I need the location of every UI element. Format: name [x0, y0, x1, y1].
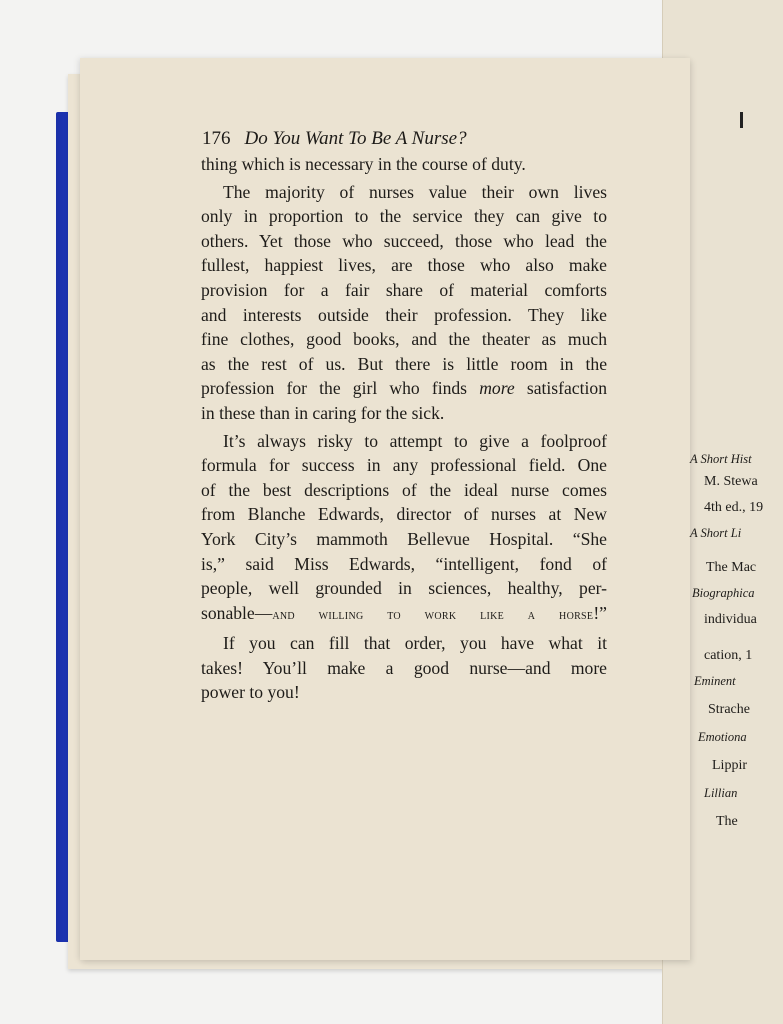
facing-fragment: Biographica: [692, 586, 755, 600]
emphasis: more: [479, 378, 515, 399]
text-line: of the best descriptions of the ideal nurse comes: [201, 479, 607, 500]
text-line: The majority of nurses value their own lives: [223, 181, 607, 202]
text-line: is,” said Miss Edwards, “intelligent, fond of: [201, 553, 607, 574]
facing-fragment: Lippir: [712, 758, 747, 773]
text-line: takes! You’ll make a good nurse—and more: [201, 657, 607, 678]
facing-fragment: Strache: [708, 702, 750, 717]
text-line: thing which is necessary in the course of duty.: [201, 154, 526, 174]
text-line: [201, 601, 607, 629]
running-title: Do You Want To Be A Nurse?: [244, 128, 467, 149]
text-run: !”: [593, 602, 607, 623]
text-line: It’s always risky to attempt to give a foolproof: [223, 430, 607, 451]
text-line: in these than in caring for the sick.: [201, 402, 445, 423]
text-line: provision for a fair share of material comforts: [201, 279, 607, 300]
facing-fragment: individua: [704, 612, 757, 627]
text-line: fullest, happiest lives, are those who also make: [201, 255, 607, 276]
small-caps-run: and willing to work like a horse: [272, 607, 594, 623]
text-line: and interests outside their profession. They like: [201, 304, 607, 325]
facing-fragment: M. Stewa: [704, 474, 758, 489]
facing-fragment: 4th ed., 19: [704, 500, 764, 515]
facing-fragment: Emotiona: [698, 730, 747, 744]
facing-fragment: Lillian: [704, 786, 738, 800]
text-line: only in proportion to the service they can give to: [201, 206, 607, 227]
body-text: [201, 152, 607, 705]
facing-fragment: A Short Li: [690, 526, 742, 540]
text-line: others. Yet those who succeed, those who lead the: [201, 230, 607, 251]
text-line: as the rest of us. But there is little room in the: [201, 353, 607, 374]
facing-fragment: The Mac: [706, 560, 757, 575]
text-line: fine clothes, good books, and the theater as much: [201, 329, 607, 350]
facing-fragment: cation, 1: [704, 648, 753, 663]
text-line: formula for success in any professional field. One: [201, 455, 607, 476]
text-run: profession for the girl who finds: [201, 378, 480, 399]
text-line: from Blanche Edwards, director of nurses at New: [201, 504, 607, 525]
text-line: If you can fill that order, you have what it: [223, 633, 607, 654]
text-run: sonable—: [201, 602, 273, 623]
facing-fragment: Eminent: [694, 674, 736, 688]
facing-fragment: The: [716, 814, 738, 829]
text-line: [201, 376, 607, 401]
text-line: York City’s mammoth Bellevue Hospital. “She: [201, 528, 607, 549]
text-line: power to you!: [201, 682, 300, 703]
page-number: 176: [202, 128, 231, 149]
text-line: people, well grounded in sciences, healthy, per-: [201, 578, 607, 599]
text-run: satisfaction: [514, 378, 607, 399]
facing-fragment: A Short Hist: [690, 452, 752, 466]
running-head: [202, 128, 467, 150]
facing-page-mark: [740, 112, 743, 128]
